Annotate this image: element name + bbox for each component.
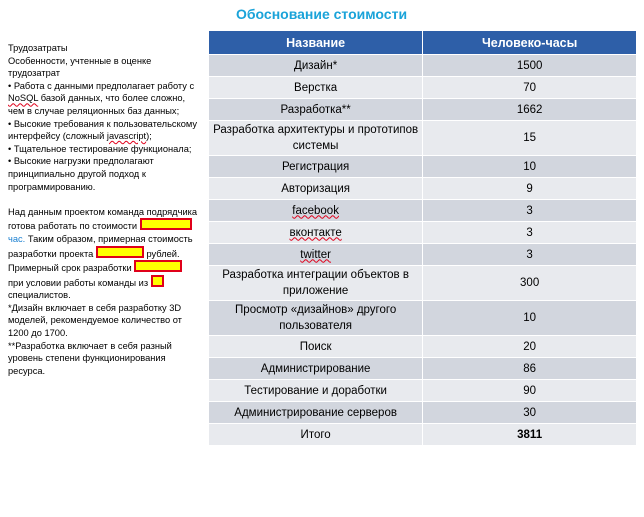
table-row: [209, 99, 637, 121]
row-name: Верстка: [209, 77, 423, 99]
note-design: *Дизайн включает в себя разработку 3D моделей, рекомендуемое количество от 1200 до 1700.: [8, 302, 182, 339]
redacted-duration: [134, 260, 182, 272]
table-row: [209, 301, 637, 336]
row-name: вконтакте: [209, 222, 423, 244]
feature-nosql: • Работа с данными предполагает работу с NoSQL базой данных, что более сложно, чем в случае реляционных баз данных;: [8, 80, 195, 116]
row-name: Администрирование: [209, 358, 423, 380]
row-hours: 300: [423, 266, 637, 301]
row-hours: 70: [423, 77, 637, 99]
feature-ui: • Высокие требования к пользовательскому интерфейсу (сложный javascript);: [8, 118, 198, 142]
description-text: [8, 42, 200, 377]
total-label: Итого: [209, 424, 423, 446]
header-hours: Человеко-часы: [423, 31, 637, 55]
row-name: twitter: [209, 244, 423, 266]
table-row: [209, 380, 637, 402]
redacted-team-size: [151, 275, 164, 287]
row-name: Дизайн*: [209, 55, 423, 77]
row-name: Администрирование серверов: [209, 402, 423, 424]
redacted-cost: [96, 246, 144, 258]
cost-table: [209, 31, 637, 446]
table-row: [209, 222, 637, 244]
row-hours: 3: [423, 244, 637, 266]
feature-load: • Высокие нагрузки предполагают принципиально другой подход к программированию.: [8, 156, 154, 192]
feature-testing: • Тщательное тестирование функционала;: [8, 143, 192, 154]
table-row: [209, 244, 637, 266]
table-row: [209, 358, 637, 380]
table-row: [209, 336, 637, 358]
row-hours: 1500: [423, 55, 637, 77]
row-name: Авторизация: [209, 178, 423, 200]
row-name: facebook: [209, 200, 423, 222]
note-development: **Разработка включает в себя разный уровень степени функционирования ресурса.: [8, 340, 172, 376]
table-row: [209, 77, 637, 99]
row-name: Разработка архитектуры и прототипов системы: [209, 121, 423, 156]
row-name: Разработка интеграции объектов в приложение: [209, 266, 423, 301]
row-hours: 9: [423, 178, 637, 200]
total-hours: 3811: [423, 424, 637, 446]
table-row: [209, 266, 637, 301]
features-intro: Особенности, учтенные в оценке трудозатрат: [8, 55, 152, 79]
redacted-rate: [140, 218, 192, 230]
row-name: Просмотр «дизайнов» другого пользователя: [209, 301, 423, 336]
table-row: [209, 200, 637, 222]
table-row: [209, 55, 637, 77]
row-name: Регистрация: [209, 156, 423, 178]
row-hours: 20: [423, 336, 637, 358]
page-title: Обоснование стоимости: [236, 6, 408, 22]
table-row: [209, 402, 637, 424]
table-row: [209, 178, 637, 200]
row-hours: 86: [423, 358, 637, 380]
total-row: [209, 424, 637, 446]
row-hours: 3: [423, 200, 637, 222]
row-name: Тестирование и доработки: [209, 380, 423, 402]
row-hours: 1662: [423, 99, 637, 121]
row-hours: 10: [423, 301, 637, 336]
table-row: [209, 156, 637, 178]
table-row: [209, 121, 637, 156]
row-hours: 15: [423, 121, 637, 156]
cost-paragraph: Над данным проектом команда подрядчика готова работать по стоимости час. Таким образом, примерная стоимость разработки проекта рублей. Примерный срок разработки при условии работы команды из специалистов.: [8, 206, 198, 301]
row-hours: 3: [423, 222, 637, 244]
row-hours: 90: [423, 380, 637, 402]
row-name: Поиск: [209, 336, 423, 358]
header-name: Название: [209, 31, 423, 55]
row-name: Разработка**: [209, 99, 423, 121]
section-heading: Трудозатраты: [8, 43, 68, 53]
row-hours: 10: [423, 156, 637, 178]
row-hours: 30: [423, 402, 637, 424]
